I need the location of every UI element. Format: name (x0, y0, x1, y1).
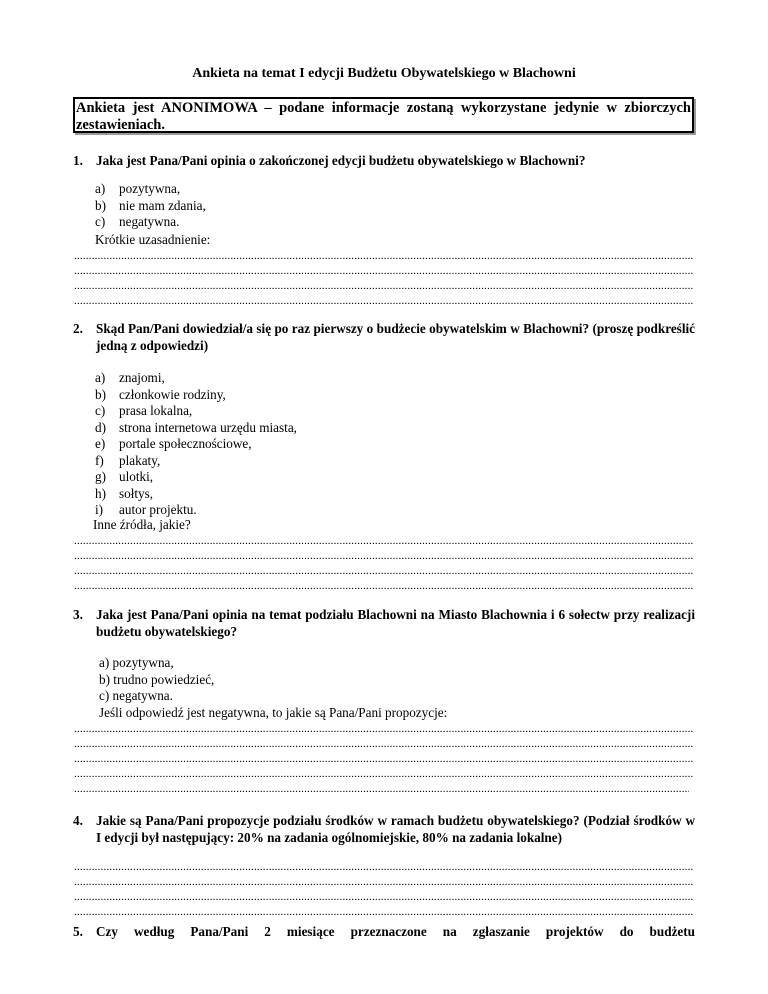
answer-line[interactable] (74, 860, 694, 874)
anonymity-notice: Ankieta jest ANONIMOWA – podane informacje zostaną wykorzystane jedynie w zbiorczych zestawieniach. (73, 97, 694, 133)
answer-line[interactable] (74, 249, 694, 263)
question-text: Czy według Pana/Pani 2 miesiące przeznaczone na zgłaszanie projektów do budżetu (96, 924, 695, 939)
answer-line[interactable] (74, 782, 689, 796)
answer-line[interactable] (74, 875, 694, 889)
answer-line[interactable] (74, 279, 694, 293)
option[interactable]: a) pozytywna, (99, 655, 174, 670)
answer-line[interactable] (74, 752, 694, 766)
followup-label: Inne źródła, jakie? (93, 517, 191, 532)
option[interactable]: a) znajomi, (95, 370, 165, 385)
question-number: 1. (73, 153, 83, 168)
answer-line[interactable] (74, 905, 694, 919)
option[interactable]: g) ulotki, (95, 469, 154, 484)
question-number: 2. (73, 321, 83, 336)
question-1-options (95, 181, 206, 231)
question-2 (73, 320, 695, 354)
answer-line[interactable] (74, 890, 694, 904)
option[interactable]: c) negatywna. (99, 688, 173, 703)
question-text: Jakie są Pana/Pani propozycje podziału środków w ramach budżetu obywatelskiego? (Podział środków w I edycji był następujący: 20% na zadania ogólnomiejskie, 80% na zadania lokalne) (96, 813, 695, 845)
option[interactable]: c) negatywna. (95, 214, 180, 229)
answer-line[interactable] (74, 737, 694, 751)
question-3 (73, 606, 695, 640)
answer-line[interactable] (74, 264, 694, 278)
option[interactable]: c) prasa lokalna, (95, 403, 193, 418)
option[interactable]: h) sołtys, (95, 485, 154, 501)
option[interactable]: f) plakaty, (95, 452, 161, 468)
question-text: Jaka jest Pana/Pani opinia o zakończonej edycji budżetu obywatelskiego w Blachowni? (96, 153, 586, 168)
option[interactable]: b) nie mam zdania, (95, 197, 206, 213)
option[interactable]: b) trudno powiedzieć, (99, 671, 215, 687)
answer-line[interactable] (74, 564, 694, 578)
option[interactable]: e) portale społecznościowe, (95, 436, 252, 451)
answer-line[interactable] (74, 767, 694, 781)
question-text: Skąd Pan/Pani dowiedział/a się po raz pierwszy o budżecie obywatelskim w Blachowni? (proszę podkreślić jedną z odpowiedzi) (96, 321, 695, 353)
question-3-options (99, 655, 214, 705)
answer-line[interactable] (74, 722, 694, 736)
option[interactable]: a) pozytywna, (95, 181, 181, 196)
answer-line[interactable] (74, 294, 694, 308)
question-text: Jaka jest Pana/Pani opinia na temat podziału Blachowni na Miasto Blachownia i 6 sołectw przy realizacji budżetu obywatelskiego? (96, 607, 695, 639)
answer-line[interactable] (74, 534, 694, 548)
question-number: 3. (73, 607, 83, 622)
question-2-options (95, 370, 297, 519)
question-number: 4. (73, 813, 83, 828)
answer-line[interactable] (74, 549, 694, 563)
question-1 (73, 152, 695, 169)
answer-line[interactable] (74, 579, 694, 593)
option[interactable]: d) strona internetowa urzędu miasta, (95, 419, 297, 435)
followup-label: Krótkie uzasadnienie: (95, 232, 211, 247)
page-title: Ankieta na temat I edycji Budżetu Obywatelskiego w Blachowni (192, 66, 576, 81)
question-5 (73, 923, 695, 940)
question-number: 5. (73, 924, 83, 939)
followup-label: Jeśli odpowiedź jest negatywna, to jakie są Pana/Pani propozycje: (99, 705, 448, 720)
option[interactable]: b) członkowie rodziny, (95, 386, 226, 402)
option[interactable]: i) autor projektu. (95, 502, 197, 517)
question-4 (73, 812, 695, 846)
